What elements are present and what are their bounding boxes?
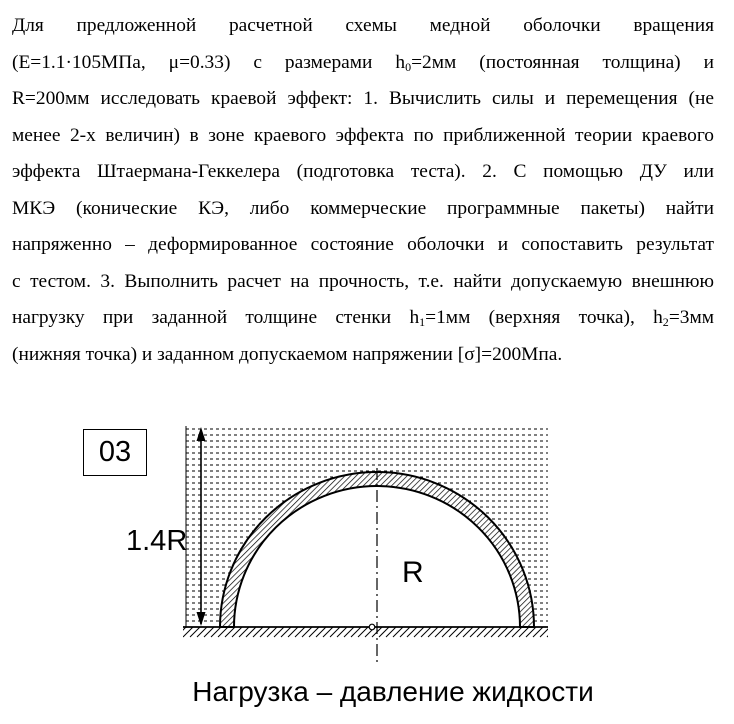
task-line-7: напряженно – деформированное состояние оболочки и сопоставить результат	[12, 234, 714, 255]
figure-caption: Нагрузка – давление жидкости	[192, 676, 594, 707]
task-line-9: нагрузку при заданной толщине стенки $h_1=1мм$ (верхняя точка), $h_2=3мм$	[12, 307, 714, 329]
axis-origin-marker	[369, 624, 375, 630]
task-line-5: эффекта Штаермана-Геккелера (подготовка теста). 2. С помощью ДУ или	[12, 161, 714, 182]
task-line-4: менее 2-х величин) в зоне краевого эффекта по приближенной теории краевого	[12, 124, 714, 146]
task-line-3: R=200мм исследовать краевой эффект: 1. Вычислить силы и перемещения (не	[12, 88, 714, 109]
task-line-10: (нижняя точка) и заданном допускаемом напряжении [σ]=200Мпа.	[12, 343, 563, 365]
task-line-1: Для предложенной расчетной схемы медной оболочки вращения	[12, 15, 714, 36]
ground-hatch-line	[547, 627, 557, 637]
task-line-6: МКЭ (конические КЭ, либо коммерческие программные пакеты) найти	[12, 197, 714, 219]
radius-label: R	[402, 556, 424, 589]
task-line-2: (E=1.1·105МПа, μ=0.33) с размерами $h_0=2мм$ (постоянная толщина) и	[12, 51, 714, 74]
dimension-label: 1.4R	[126, 525, 188, 557]
task-line-8: с тестом. 3. Выполнить расчет на прочность, т.е. найти допускаемую внешнюю	[12, 270, 714, 292]
height-dimension-arrow	[186, 426, 206, 628]
variant-number-box: 03	[83, 429, 147, 476]
ground-support	[176, 627, 557, 637]
